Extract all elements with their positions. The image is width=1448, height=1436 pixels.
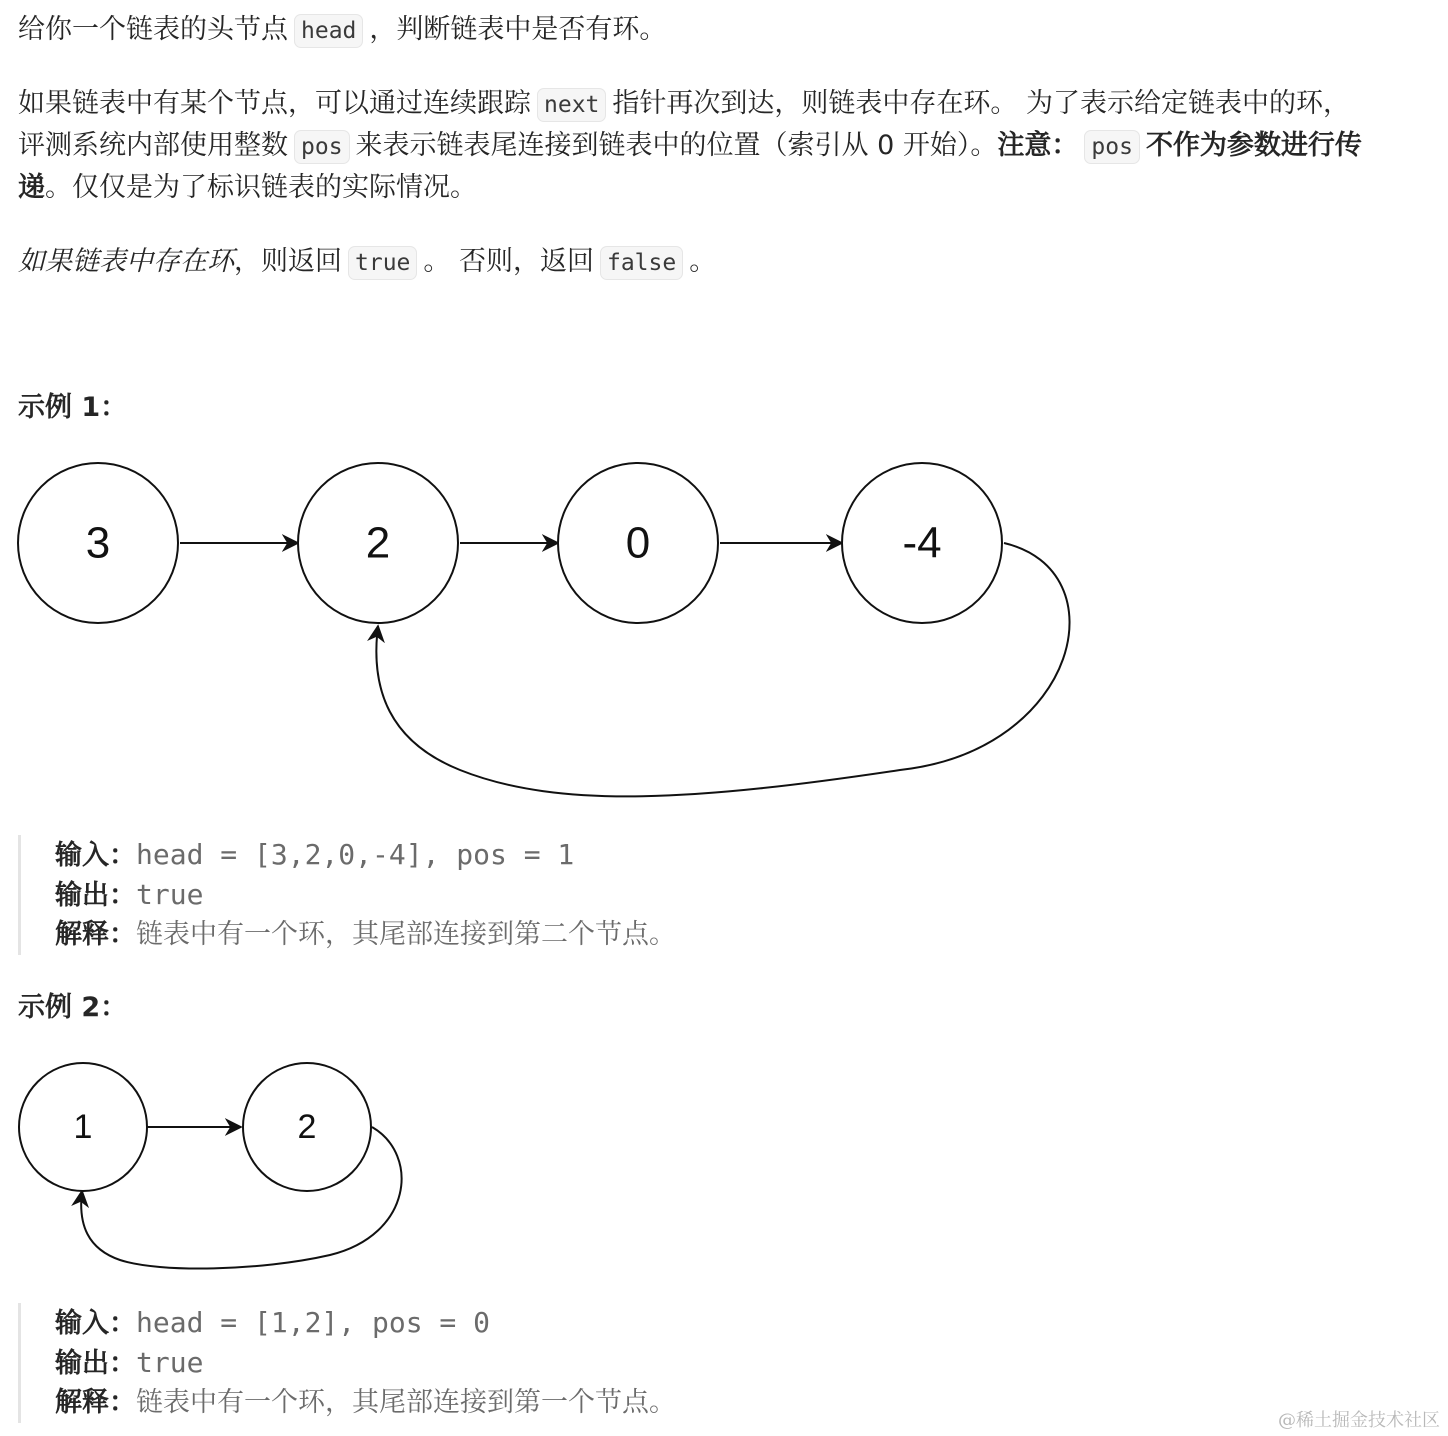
input-label: 输入：	[55, 840, 136, 871]
output-value: true	[136, 878, 204, 911]
node-value: 3	[85, 518, 111, 568]
intro-line-4	[18, 168, 477, 208]
explain-row	[55, 915, 676, 955]
intro-text: 。仅仅是为了标识链表的实际情况。	[45, 172, 477, 203]
intro-text: 。 否则，返回	[423, 246, 594, 277]
input-label: 输入：	[55, 1308, 136, 1339]
explain-value: 链表中有一个环，其尾部连接到第一个节点。	[136, 1387, 676, 1418]
intro-text: 来表示链表尾连接到链表中的位置（索引从 0 开始）。	[355, 130, 998, 161]
output-label: 输出：	[55, 1348, 136, 1379]
example-2-diagram	[0, 1055, 440, 1285]
intro-text: 给你一个链表的头节点	[18, 14, 288, 45]
inline-code-next: next	[537, 88, 606, 122]
intro-text: 。	[689, 246, 717, 277]
example-2-block	[18, 1303, 676, 1423]
explain-label: 解释：	[55, 1387, 136, 1418]
node-value: 1	[73, 1108, 93, 1146]
inline-code-false: false	[600, 246, 683, 280]
intro-line-5	[18, 242, 716, 283]
example-1-heading: 示例 1：	[18, 392, 128, 423]
intro-line-3	[18, 126, 1362, 167]
input-row	[55, 1303, 676, 1343]
intro-text: 评测系统内部使用整数	[18, 130, 288, 161]
intro-text: ，判断链表中是否有环。	[369, 14, 667, 45]
intro-text: 如果链表中有某个节点，可以通过连续跟踪	[18, 88, 531, 119]
inline-code-true: true	[348, 246, 417, 280]
example-2-heading: 示例 2：	[18, 992, 128, 1023]
output-row	[55, 1343, 676, 1383]
inline-code-pos-2: pos	[1084, 130, 1140, 164]
node-value: 2	[297, 1108, 317, 1146]
input-row	[55, 835, 676, 875]
output-row	[55, 875, 676, 915]
intro-text: ，则返回	[234, 246, 342, 277]
watermark: @稀土掘金技术社区	[1278, 1410, 1440, 1431]
note-text-cont: 递	[18, 172, 45, 203]
explain-row	[55, 1383, 676, 1423]
example-1-block	[18, 835, 676, 955]
note-text: 不作为参数进行传	[1145, 130, 1362, 161]
explain-label: 解释：	[55, 919, 136, 950]
node-value: 0	[625, 518, 651, 568]
explain-value: 链表中有一个环，其尾部连接到第二个节点。	[136, 919, 676, 950]
note-label: 注意：	[997, 130, 1079, 161]
intro-line-1	[18, 10, 666, 51]
intro-text: 指针再次到达，则链表中存在环。 为了表示给定链表中的环，	[612, 88, 1350, 119]
node-value: -4	[902, 518, 942, 568]
output-value: true	[136, 1346, 204, 1379]
emphasis-text: 如果链表中存在环	[18, 246, 234, 277]
inline-code-pos: pos	[294, 130, 350, 164]
example-1-diagram	[0, 450, 1100, 810]
output-label: 输出：	[55, 880, 136, 911]
input-value: head = [1,2], pos = 0	[136, 1306, 491, 1339]
intro-line-2	[18, 84, 1350, 125]
inline-code-head: head	[294, 14, 363, 48]
input-value: head = [3,2,0,-4], pos = 1	[136, 838, 575, 871]
node-value: 2	[365, 518, 391, 568]
